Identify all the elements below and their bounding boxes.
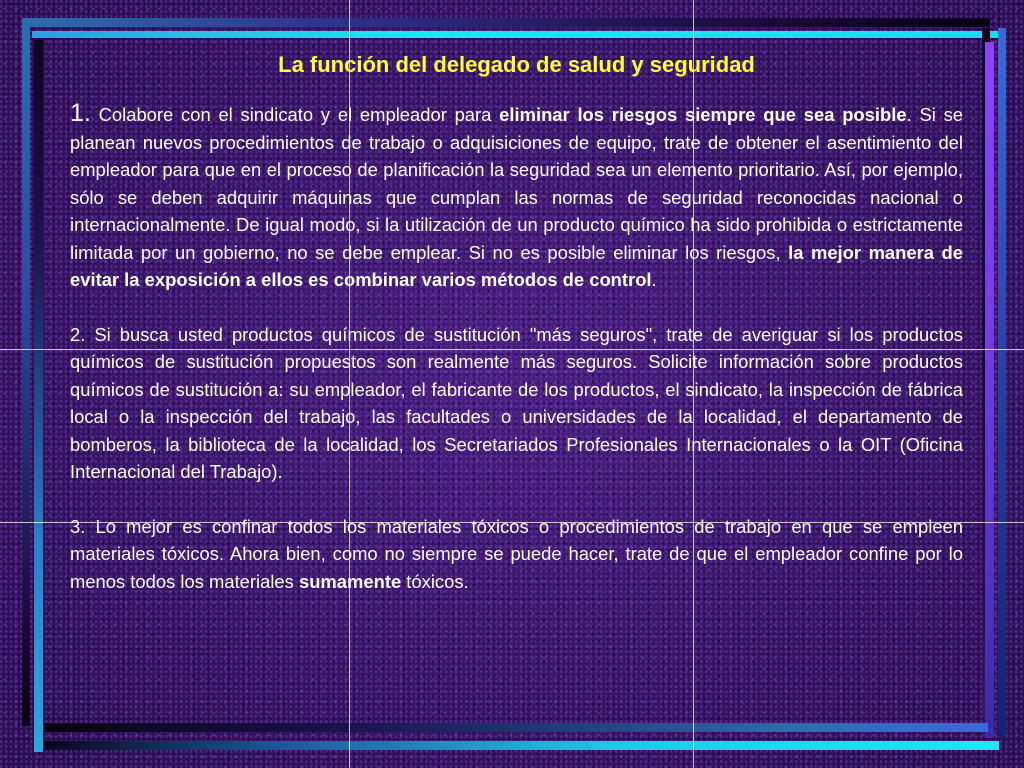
point-1-text-b: . Si se planean nuevos procedimientos de trabajo o adquisiciones de equipo, trate de obtener el asentimiento del empleador para que en el proceso de planificación la seguridad sea un elemento prioritario. Así, por ejemplo, sólo se deben adquirir máquinas que cumplan las normas de seguridad reconocidas nacional o internacionalmente. De igual modo, si la utilización de un producto químico ha sido prohibida o estrictamente limitada por un gobierno, no se debe emplear. Si no es posible eliminar los riesgos, bbox=[70, 104, 963, 263]
point-1-bold-a: eliminar los riesgos siempre que sea posible bbox=[499, 104, 907, 125]
point-1-bold-b: la mejor manera de evitar la exposición a ellos es combinar varios métodos de control bbox=[70, 241, 963, 290]
frame-left-inner bbox=[34, 40, 43, 752]
paragraph-3 bbox=[70, 513, 963, 596]
slide-content bbox=[70, 50, 963, 622]
paragraph-2: 2. Si busca usted productos químicos de sustitución "más seguros", trate de averiguar si los productos químicos de sustitución propuestos son realmente más seguros. Solicite información sobre productos químicos de sustitución a: su empleador, el fabricante de los productos, el sindicato, la inspección de fábrica local o la inspección del trabajo, las facultades o universidades de la localidad, el departamento de bomberos, la biblioteca de la localidad, los Secretariados Profesionales Internacionales o la OIT (Oficina Internacional del Trabajo). bbox=[70, 323, 963, 482]
slide-title: La función del delegado de salud y seguridad bbox=[278, 52, 755, 77]
point-1-text-a: Colabore con el sindicato y el empleador para bbox=[90, 104, 500, 125]
paragraph-1 bbox=[70, 100, 963, 294]
frame-left-outer bbox=[22, 18, 30, 726]
point-3-text-b: tóxicos. bbox=[401, 570, 469, 592]
point-1-text-c: . bbox=[651, 269, 657, 290]
frame-right-violet bbox=[985, 42, 994, 738]
frame-bottom-cyan bbox=[44, 741, 999, 750]
point-3-text-a: 3. Lo mejor es confinar todos los materiales tóxicos o procedimientos de trabajo en que se empleen materiales tóxicos. Ahora bien, como no siempre se puede hacer, trate de que el empleador confine por lo menos todos los materiales bbox=[70, 515, 963, 592]
frame-bottom-dark bbox=[44, 723, 988, 732]
point-3-bold-a: sumamente bbox=[298, 570, 402, 592]
frame-top-cyan bbox=[32, 31, 1000, 38]
frame-top-dark bbox=[22, 18, 990, 27]
frame-right-outer bbox=[998, 28, 1006, 738]
point-1-number: 1. bbox=[70, 99, 91, 127]
